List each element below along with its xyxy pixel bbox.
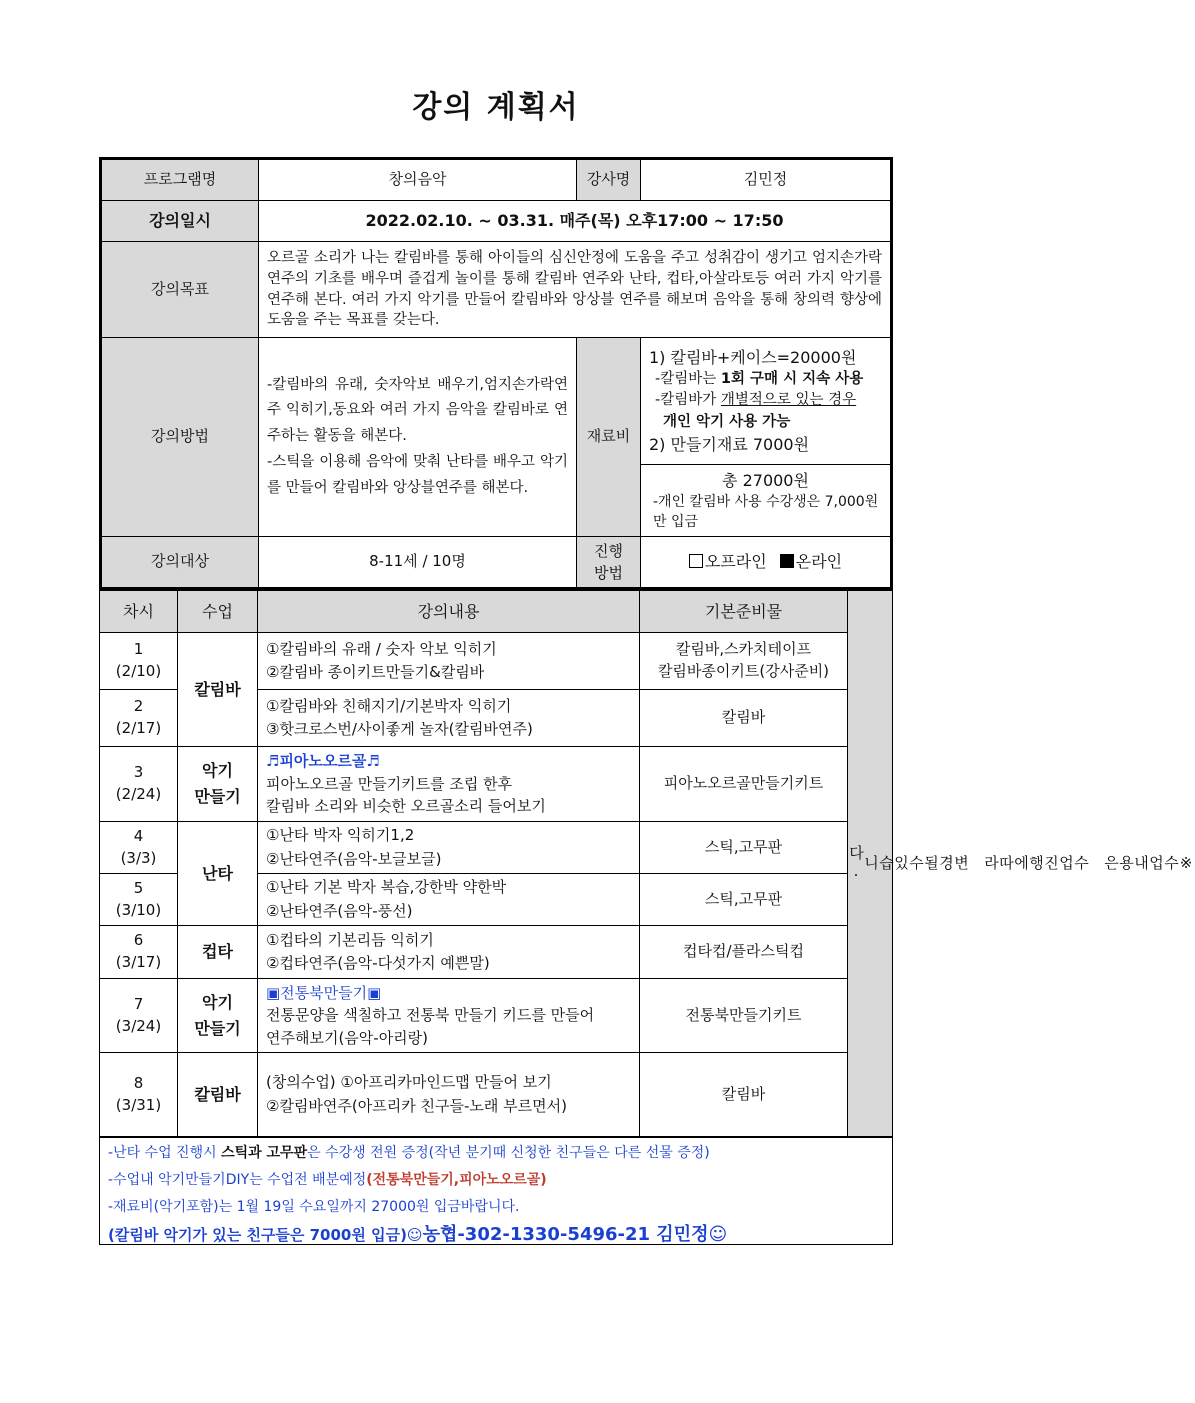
mode-options (641, 537, 892, 589)
class-subject: 난타 (178, 822, 258, 926)
session-number: 2 (2/17) (100, 690, 178, 747)
teacher-label: 강사명 (577, 159, 641, 201)
material-note-c: 개인 악기 사용 가능 (663, 413, 791, 430)
table-row (100, 926, 893, 979)
datetime-value: 2022.02.10. ~ 03.31. 매주(목) 오후17:00 ~ 17:50 (259, 201, 892, 242)
target-value: 8-11세 / 10명 (259, 537, 577, 589)
session-material: 스틱,고무판 (640, 874, 848, 926)
offline-label: 오프라인 (704, 552, 767, 572)
session-material: 피아노오르골만들기키트 (640, 747, 848, 822)
class-subject: 컵타 (178, 926, 258, 979)
material-kalimba-price: 1) 칼림바+케이스=20000원 (649, 348, 857, 368)
datetime-label: 강의일시 (101, 201, 259, 242)
mode-label: 진행 방법 (577, 537, 641, 589)
session-content: ①칼림바와 친해지기/기본박자 익히기 ③핫크로스번/사이좋게 놀자(칼림바연주) (258, 690, 640, 747)
table-row (100, 633, 893, 690)
teacher-value: 김민정 (641, 159, 892, 201)
session-material: 칼림바 (640, 1053, 848, 1137)
session-number: 6 (3/17) (100, 926, 178, 979)
table-row (100, 979, 893, 1053)
footer-account: (칼림바 악기가 있는 친구들은 7000원 입금)☺농협-302-1330-5496-21 김민정☺ (108, 1224, 728, 1245)
session-number: 5 (3/10) (100, 874, 178, 926)
material-note-a-bold: 1회 구매 시 지속 사용 (720, 371, 864, 388)
footer-note-fee: -재료비(악기포함)는 1월 19일 수요일까지 27000원 입금바랍니다. (108, 1199, 520, 1215)
material-label: 재료비 (577, 338, 641, 537)
class-subject: 칼림바 (178, 1053, 258, 1137)
session-material: 전통북만들기키트 (640, 979, 848, 1053)
schedule-table (99, 590, 1195, 1137)
info-table (99, 157, 893, 590)
session-number: 3 (2/24) (100, 747, 178, 822)
method-text (259, 338, 577, 537)
checkbox-offline[interactable] (689, 554, 703, 568)
material-note-b: -칼림바가 (655, 392, 721, 409)
session-content: ①난타 박자 익히기1,2 ②난타연주(음악-보글보글) (258, 822, 640, 874)
table-row (100, 747, 893, 822)
session-material: 칼림바,스카치테이프 칼림바종이키트(강사준비) (640, 633, 848, 690)
material-total-note: -개인 칼림바 사용 수강생은 7,000원만 입금 (653, 493, 879, 531)
target-label: 강의대상 (101, 537, 259, 589)
material-making-price: 2) 만들기재료 7000원 (649, 434, 810, 454)
method-text-2: -스틱을 이용해 음악에 맞춰 난타를 배우고 악기를 만들어 칼림바와 앙상블연주를 해본다. (267, 453, 568, 496)
session-number: 8 (3/31) (100, 1053, 178, 1137)
side-note: ※ 수 업 내 용 은 수 업 진 행 에 따 라 변 경 될 수 있 습 니 다. (848, 591, 893, 1137)
header-material: 기본준비물 (640, 591, 848, 633)
page-title: 강의 계획서 (412, 90, 580, 125)
table-row (100, 822, 893, 874)
class-subject: 칼림바 (178, 633, 258, 747)
material-note-b-under: 개별적으로 있는 경우 (720, 392, 857, 409)
method-label: 강의방법 (101, 338, 259, 537)
class-subject: 악기 만들기 (178, 747, 258, 822)
class-subject: 악기 만들기 (178, 979, 258, 1053)
session-content: ▣전통북만들기▣ 전통문양을 색칠하고 전통북 만들기 키드를 만들어 연주해보기(음악-아리랑) (258, 979, 640, 1053)
session-material: 칼림바 (640, 690, 848, 747)
header-class: 수업 (178, 591, 258, 633)
online-label: 온라인 (795, 552, 843, 572)
header-content: 강의내용 (258, 591, 640, 633)
goal-text: 오르골 소리가 나는 칼림바를 통해 아이들의 심신안정에 도움을 주고 성취감이 생기고 엄지손가락 연주의 기초를 배우며 즐겁게 놀이를 통해 칼림바 연주와 난타, 컵타,아살라토등 여러 가지 악기를 연주해 본다. 여러 가지 악기를 만들어 칼림바와 앙상블 연주를 해보며 음악을 통해 창의력 향상에 도움을 주는 목표를 갖는다. (259, 242, 892, 338)
session-content: ♬피아노오르골♬ 피아노오르골 만들기키트를 조립 한후 칼림바 소리와 비슷한 오르골소리 들어보기 (258, 747, 640, 822)
session-number: 7 (3/24) (100, 979, 178, 1053)
goal-label: 강의목표 (101, 242, 259, 338)
header-session: 차시 (100, 591, 178, 633)
session-content: ①난타 기본 박자 복습,강한박 약한박 ②난타연주(음악-풍선) (258, 874, 640, 926)
table-row (100, 1053, 893, 1137)
session-material: 컵타컵/플라스틱컵 (640, 926, 848, 979)
footer-note-nanta: -난타 수업 진행시 스틱과 고무판은 수강생 전원 증정(작년 분기때 신청한 친구들은 다른 선물 증정) (108, 1145, 710, 1161)
session-content: ①칼림바의 유래 / 숫자 악보 익히기 ②칼림바 종이키트만들기&칼림바 (258, 633, 640, 690)
footer-notes (99, 1137, 893, 1245)
program-label: 프로그램명 (101, 159, 259, 201)
session-content: ①컵타의 기본리듬 익히기 ②컵타연주(음악-다섯가지 예쁜말) (258, 926, 640, 979)
checkbox-online[interactable] (780, 554, 794, 568)
material-total-cell (641, 465, 892, 537)
footer-note-diy: -수업내 악기만들기DIY는 수업전 배분예정(전통북만들기,피아노오르골) (108, 1172, 547, 1188)
session-material: 스틱,고무판 (640, 822, 848, 874)
method-text-1: -칼림바의 유래, 숫자악보 배우기,엄지손가락연주 익히기,동요와 여러 가지 음악을 칼림바로 연주하는 활동을 해본다. (267, 376, 568, 445)
material-note-a: -칼림바는 (655, 371, 721, 388)
material-detail (641, 338, 892, 465)
program-value: 창의음악 (259, 159, 577, 201)
session-number: 1 (2/10) (100, 633, 178, 690)
material-total: 총 27000원 (722, 470, 809, 490)
session-number: 4 (3/3) (100, 822, 178, 874)
session-content: (창의수업) ①아프리카마인드맵 만들어 보기 ②칼림바연주(아프리카 친구들-노래 부르면서) (258, 1053, 640, 1137)
